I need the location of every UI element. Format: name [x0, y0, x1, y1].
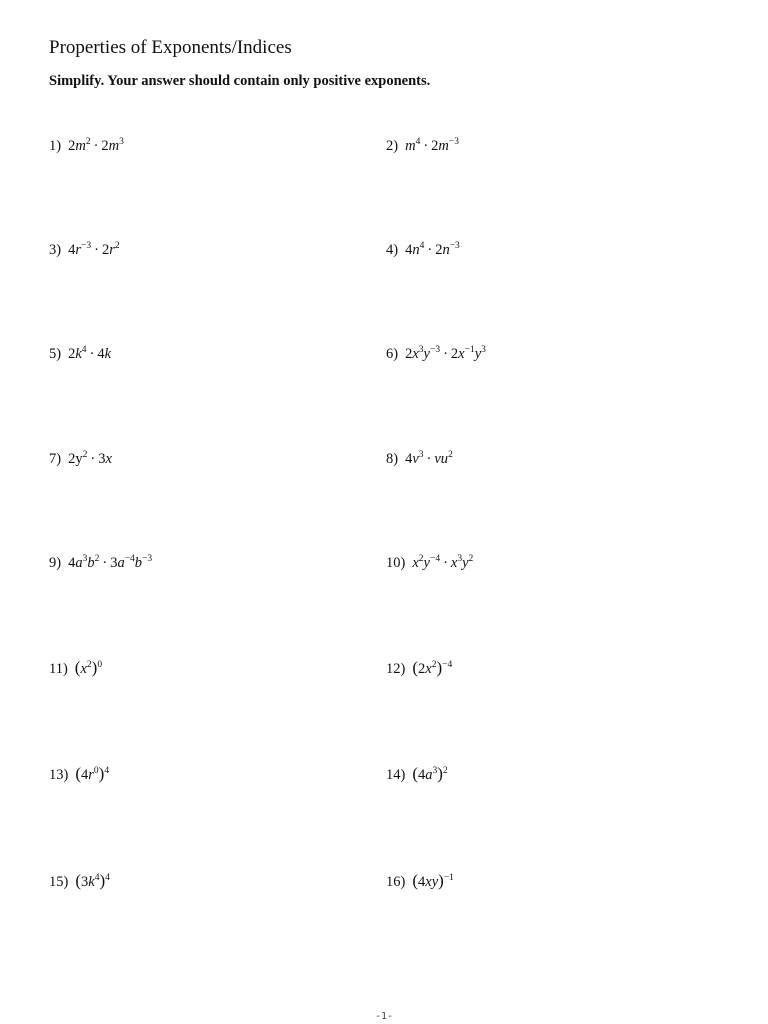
- expression-token: 2: [114, 241, 120, 252]
- expression-token: y: [423, 346, 430, 362]
- expression-token: (: [75, 764, 82, 783]
- expression-token: 2: [431, 660, 437, 671]
- problem-10: [386, 553, 473, 573]
- problem-16: [386, 872, 454, 892]
- expression-token: 3: [110, 555, 118, 571]
- problem-1: [49, 136, 124, 156]
- expression-token: x: [412, 346, 419, 362]
- problem-number: 7): [49, 451, 62, 467]
- worksheet-title: Properties of Exponents/Indices: [49, 37, 292, 58]
- problem-expression: [405, 136, 459, 156]
- expression-token: 3: [418, 345, 424, 356]
- problem-9: [49, 553, 152, 573]
- problem-number: 8): [386, 451, 399, 467]
- expression-token: 4: [405, 451, 413, 467]
- expression-token: 2: [442, 766, 448, 777]
- problem-7: [49, 449, 112, 469]
- expression-token: 0: [93, 766, 99, 777]
- expression-token: x: [450, 555, 458, 571]
- problem-expression: [75, 659, 102, 679]
- problem-number: 15): [49, 874, 69, 890]
- expression-token: ): [438, 871, 444, 890]
- problem-number: 10): [386, 555, 406, 571]
- expression-token: 4: [104, 766, 110, 777]
- expression-token: (: [75, 871, 82, 890]
- expression-token: a: [425, 767, 433, 783]
- expression-token: 2: [82, 450, 88, 461]
- expression-token: k: [75, 346, 82, 362]
- expression-token: r: [109, 242, 115, 258]
- expression-token: x: [458, 346, 465, 362]
- expression-token: 2: [468, 554, 474, 565]
- expression-token: ): [436, 658, 443, 677]
- problem-3: [49, 240, 120, 260]
- expression-token: 4: [68, 555, 76, 571]
- expression-token: 2: [85, 137, 91, 148]
- expression-token: (: [412, 764, 419, 783]
- problem-expression: [68, 449, 112, 469]
- expression-token: b: [87, 555, 95, 571]
- expression-token: ): [99, 871, 106, 890]
- expression-token: 3: [418, 450, 424, 461]
- expression-token: y: [462, 555, 469, 571]
- expression-token: 3: [119, 137, 124, 148]
- expression-token: ·: [427, 242, 433, 258]
- expression-token: 4: [68, 242, 76, 258]
- expression-token: ·: [89, 346, 95, 362]
- expression-token: −1: [443, 873, 454, 884]
- problem-number: 12): [386, 661, 406, 677]
- expression-token: 2: [418, 554, 424, 565]
- expression-token: m: [108, 138, 120, 154]
- expression-token: ): [91, 658, 98, 677]
- expression-token: ·: [443, 555, 448, 571]
- expression-token: 4: [405, 242, 413, 258]
- expression-token: −4: [442, 660, 453, 671]
- expression-token: b: [134, 555, 143, 571]
- expression-token: −3: [429, 345, 441, 356]
- expression-token: 3: [81, 874, 89, 890]
- expression-token: x: [425, 661, 432, 677]
- expression-token: a: [75, 555, 83, 571]
- expression-token: 4: [81, 767, 89, 783]
- problem-number: 3): [49, 242, 62, 258]
- problem-6: [386, 344, 486, 364]
- problem-15: [49, 872, 110, 892]
- problem-number: 6): [386, 346, 399, 362]
- problem-expression: [68, 240, 120, 260]
- expression-token: ): [437, 764, 443, 783]
- expression-token: 2: [431, 138, 439, 154]
- expression-token: xy: [425, 874, 439, 890]
- problem-number: 1): [49, 138, 62, 154]
- problem-11: [49, 659, 102, 679]
- expression-token: 2: [435, 242, 443, 258]
- expression-token: −1: [464, 345, 475, 356]
- expression-token: m: [405, 138, 416, 154]
- expression-token: n: [412, 242, 420, 258]
- expression-token: m: [75, 138, 86, 154]
- problem-expression: [412, 553, 473, 573]
- expression-token: 2: [101, 242, 110, 258]
- expression-token: 3: [457, 554, 463, 565]
- expression-token: −3: [81, 241, 92, 252]
- problem-expression: [75, 765, 109, 785]
- page-number: -1-: [374, 1011, 394, 1022]
- expression-token: 4: [418, 874, 426, 890]
- expression-token: 0: [97, 660, 103, 671]
- expression-token: (: [412, 658, 419, 677]
- expression-token: (: [412, 871, 419, 890]
- expression-token: m: [438, 138, 449, 154]
- expression-token: (: [74, 658, 81, 677]
- expression-token: 3: [82, 554, 88, 565]
- expression-token: ·: [102, 555, 108, 571]
- problem-number: 5): [49, 346, 62, 362]
- problem-8: [386, 449, 453, 469]
- expression-token: 2: [68, 346, 76, 362]
- expression-token: 4: [94, 873, 100, 884]
- problem-number: 9): [49, 555, 62, 571]
- expression-token: n: [442, 242, 450, 258]
- problem-expression: [412, 659, 452, 679]
- problem-expression: [405, 449, 453, 469]
- expression-token: −4: [124, 554, 135, 565]
- problem-number: 2): [386, 138, 399, 154]
- expression-token: k: [88, 874, 95, 890]
- problem-expression: [405, 240, 460, 260]
- expression-token: 3: [98, 451, 106, 467]
- expression-token: −3: [142, 554, 153, 565]
- expression-token: ): [98, 764, 105, 783]
- expression-token: vu: [434, 451, 449, 467]
- problem-expression: [412, 765, 447, 785]
- problem-number: 14): [386, 767, 406, 783]
- expression-token: ·: [94, 242, 99, 258]
- expression-token: y: [423, 555, 430, 571]
- expression-token: r: [88, 767, 94, 783]
- expression-token: 2: [101, 138, 109, 154]
- expression-token: 4: [418, 767, 426, 783]
- expression-token: ·: [90, 451, 96, 467]
- problem-4: [386, 240, 460, 260]
- expression-token: k: [104, 346, 112, 362]
- expression-token: a: [117, 555, 125, 571]
- expression-token: ·: [93, 138, 99, 154]
- expression-token: −4: [429, 554, 441, 565]
- expression-token: 4: [97, 346, 105, 362]
- expression-token: x: [105, 451, 112, 467]
- problem-14: [386, 765, 448, 785]
- expression-token: 4: [415, 137, 421, 148]
- expression-token: x: [80, 661, 87, 677]
- problem-5: [49, 344, 111, 364]
- problem-number: 16): [386, 874, 406, 890]
- expression-token: 4: [419, 241, 425, 252]
- problem-2: [386, 136, 459, 156]
- problem-expression: [412, 872, 454, 892]
- expression-token: 4: [105, 873, 110, 884]
- expression-token: −3: [449, 241, 460, 252]
- problem-12: [386, 659, 452, 679]
- expression-token: −3: [448, 137, 460, 148]
- problem-number: 11): [49, 661, 68, 677]
- expression-token: v: [412, 451, 419, 467]
- problem-expression: [68, 344, 111, 364]
- problem-13: [49, 765, 109, 785]
- expression-token: 2: [418, 661, 426, 677]
- expression-token: 2: [448, 450, 453, 461]
- expression-token: ·: [423, 138, 429, 154]
- expression-token: 2y: [68, 451, 83, 467]
- expression-token: 3: [432, 766, 438, 777]
- expression-token: x: [412, 555, 419, 571]
- expression-token: 2: [94, 554, 100, 565]
- problem-expression: [68, 553, 152, 573]
- problem-expression: [405, 344, 486, 364]
- problem-number: 13): [49, 767, 69, 783]
- expression-token: 2: [405, 346, 413, 362]
- problem-expression: [68, 136, 124, 156]
- expression-token: 4: [81, 345, 87, 356]
- expression-token: 2: [450, 346, 459, 362]
- expression-token: r: [75, 242, 81, 258]
- problem-number: 4): [386, 242, 399, 258]
- instructions: Simplify. Your answer should contain only positive exponents.: [49, 73, 431, 89]
- expression-token: ·: [426, 451, 432, 467]
- expression-token: 2: [68, 138, 76, 154]
- expression-token: 3: [481, 345, 486, 356]
- expression-token: y: [474, 346, 482, 362]
- expression-token: 2: [86, 660, 92, 671]
- expression-token: ·: [443, 346, 448, 362]
- problem-expression: [75, 872, 110, 892]
